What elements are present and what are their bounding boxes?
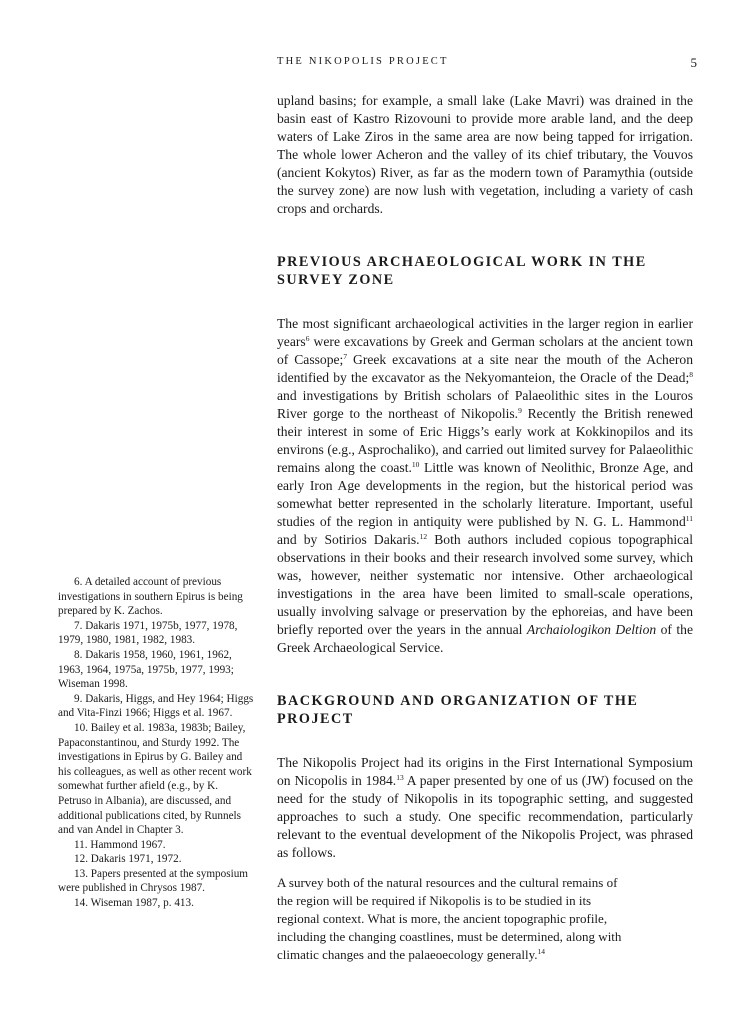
block-quote: A survey both of the natural resources and the cultural remains of the region will be required if Nikopolis is to be studied in its regional context. What is more, the ancient topographic profile, including the changing coastlines, must be determined, along with climatic changes and the palaeoecology generally.$^{14}$ [277,875,622,962]
footnote-ref-13[interactable]: 13 [396,773,404,782]
footnote-9: 9. Dakaris, Higgs, and Hey 1964; Higgs and Vita-Finzi 1966; Higgs et al. 1967. [58,692,254,720]
footnote-ref-11[interactable]: 11 [685,514,693,523]
footnotes-column [58,575,254,911]
footnote-12: 12. Dakaris 1971, 1972. [74,853,182,866]
footnote-ref-12[interactable]: 12 [419,532,428,541]
footnote-7: 7. Dakaris 1971, 1975b, 1977, 1978, 1979, 1980, 1981, 1982, 1983. [58,619,238,647]
footnote-11: 11. Hammond 1967. [74,838,166,851]
main-column [277,92,693,964]
intro-paragraph: upland basins; for example, a small lake (Lake Mavri) was drained in the basin east of Kastro Rizovouni to provide more arable land, and the deep waters of Lake Ziros in the same area are now being tapped for irrigation. The whole lower Acheron and the valley of its chief tributary, the Vouvos (ancient Kokytos) River, as far as the modern town of Paramythia (outside the survey zone) are now lush with vegetation, including a variety of cash crops and orchards. [277,93,693,216]
previous-work-paragraph: The most significant archaeological activities in the larger region in earlier years$^6$ were excavations by Greek and German scholars at the ancient town of Cassope;$^7$ Greek excavations at a site near the mouth of the Acheron identified by the excavator as the Nekyomanteion, the Oracle of the Dead;$^8$ and investigations by British scholars of Palaeolithic sites in the Louros River gorge to the northeast of Nikopolis.$^9$ Recently the British renewed their interest in some of Eric Higgs’s early work at Kokkinopilos and its environs (e.g., Asprochaliko), and carried out limited survey for Palaeolithic remains along the coast.$^{10}$ Little was known of Neolithic, Bronze Age, and early Iron Age developments in the region, but the historical period was somewhat better represented in the scholarly literature. Important, useful studies of the region in antiquity were published by N. G. L. Hammond$^{11}$ and by Sotirios Dakaris.$^{12}$ Both authors included copious topographical observations in their books and their research involved some survey, which was, however, neither systematic nor intensive. Other archaeological investigations in the area have been limited to small-scale operations, usually involving salvage or preservation by the ephoreias, and have been briefly reported over the years in the annual Archaiologikon Deltion of the Greek Archaeological Service. [277,316,693,655]
footnote-14: 14. Wiseman 1987, p. 413. [74,897,194,910]
footnote-10: 10. Bailey et al. 1983a, 1983b; Bailey, Papaconstantinou, and Sturdy 1992. The investigations in Epirus by G. Bailey and his colleagues, as well as other recent work somewhat further afield (e.g., by K. Petruso in Albania), are discussed, and additional publications cited, by Runnels and van Andel in Chapter 3. [58,721,252,837]
footnote-ref-14[interactable]: 14 [537,947,545,956]
running-head: THE NIKOPOLIS PROJECT [277,56,449,67]
section-heading-previous-work: PREVIOUS ARCHAEOLOGICAL WORK IN THE SURVEY ZONE [277,254,647,288]
footnote-13: 13. Papers presented at the symposium were published in Chrysos 1987. [58,867,248,895]
footnote-ref-7[interactable]: 7 [343,352,348,361]
page-header [277,56,697,72]
footnote-ref-8[interactable]: 8 [689,370,693,379]
footnote-6: 6. A detailed account of previous investigations in southern Epirus is being prepared by K. Zachos. [58,576,243,618]
footnote-ref-9[interactable]: 9 [518,406,522,415]
section-heading-background: BACKGROUND AND ORGANIZATION OF THE PROJECT [277,693,639,727]
footnote-ref-10[interactable]: 10 [411,460,420,469]
footnote-8: 8. Dakaris 1958, 1960, 1961, 1962, 1963, 1964, 1975a, 1975b, 1977, 1993; Wiseman 1998. [58,648,234,691]
background-paragraph: The Nikopolis Project had its origins in the First International Symposium on Nicopolis in 1984.13 A paper presented by one of us (JW) focused on the need for the study of Nikopolis in its topographic setting, and suggested approaches to such a study. One specific recommendation, particularly relevant to the eventual development of the Nikopolis Project, was phrased as follows. [277,755,693,860]
footnote-ref-6[interactable]: 6 [305,334,310,343]
journal-title: Archaiologikon Deltion [526,622,657,637]
page-number: 5 [690,55,697,70]
